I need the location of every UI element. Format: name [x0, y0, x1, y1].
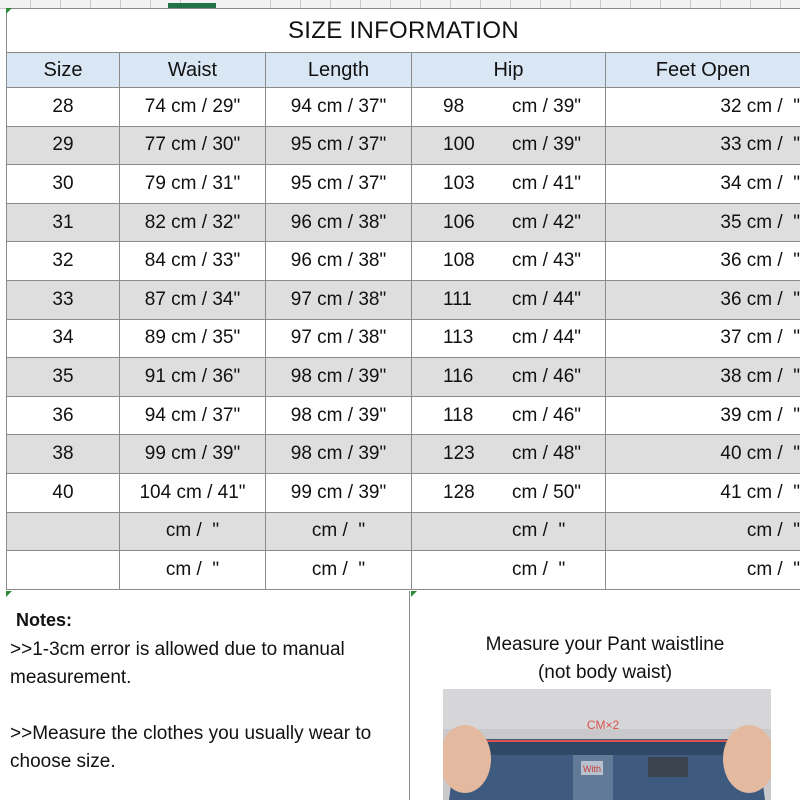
note-line: >>1-3cm error is allowed due to manual	[10, 639, 345, 660]
table-row	[7, 358, 800, 397]
notes-title: Notes:	[16, 610, 73, 630]
size-cell: 40	[7, 473, 120, 512]
hip-unit: cm / 39"	[512, 95, 582, 117]
hip-unit: cm / 46"	[512, 365, 582, 387]
table-row	[7, 512, 800, 551]
hip-cell	[412, 319, 606, 358]
measure-caption-line2: (not body waist)	[537, 662, 673, 683]
waist-cell: 74 cm / 29"	[120, 88, 266, 127]
hip-value: 98	[443, 95, 465, 117]
size-cell: 35	[7, 358, 120, 397]
table-row	[7, 126, 800, 165]
hip-value: 108	[443, 250, 475, 272]
length-cell: 98 cm / 39"	[266, 358, 412, 397]
hip-value: 116	[443, 365, 474, 387]
feet-open-cell: 33 cm / "	[606, 126, 800, 165]
table-row	[7, 88, 800, 127]
garment-label: With	[583, 764, 601, 774]
hip-value: 106	[443, 211, 475, 233]
table-row	[7, 280, 800, 319]
size-cell: 31	[7, 203, 120, 242]
header-row	[7, 53, 800, 88]
note-line: >>Measure the clothes you usually wear to	[10, 723, 372, 744]
hip-unit: cm / 44"	[512, 327, 582, 349]
size-table	[6, 8, 800, 590]
hip-unit: cm / 44"	[512, 288, 582, 310]
hip-unit: cm / 46"	[512, 404, 582, 426]
table-row	[7, 396, 800, 435]
pant-waist-photo	[443, 689, 771, 800]
feet-open-cell: 40 cm / "	[606, 435, 800, 474]
hip-value: 111	[443, 288, 472, 310]
tape-label: CM×2	[586, 718, 620, 732]
feet-open-cell: cm / "	[606, 551, 800, 590]
size-cell: 28	[7, 88, 120, 127]
column-header-waist: Waist	[120, 53, 266, 88]
feet-open-cell: 32 cm / "	[606, 88, 800, 127]
size-chart-sheet	[6, 8, 800, 800]
length-cell: 98 cm / 39"	[266, 435, 412, 474]
table-title: SIZE INFORMATION	[7, 9, 800, 53]
table-row	[7, 319, 800, 358]
hip-cell	[412, 280, 606, 319]
column-header-length: Length	[266, 53, 412, 88]
hip-cell	[412, 358, 606, 397]
length-cell: 94 cm / 37"	[266, 88, 412, 127]
waist-cell: 104 cm / 41"	[120, 473, 266, 512]
size-cell: 36	[7, 396, 120, 435]
hip-unit: cm / 41"	[512, 172, 582, 194]
size-cell: 34	[7, 319, 120, 358]
feet-open-cell: 35 cm / "	[606, 203, 800, 242]
hip-cell	[412, 396, 606, 435]
size-cell: 29	[7, 126, 120, 165]
length-cell: 96 cm / 38"	[266, 242, 412, 281]
size-cell: 32	[7, 242, 120, 281]
column-header-size: Size	[7, 53, 120, 88]
length-cell: 97 cm / 38"	[266, 280, 412, 319]
hip-value: 100	[443, 134, 475, 156]
waist-cell: cm / "	[120, 512, 266, 551]
column-header-hip: Hip	[412, 53, 606, 88]
hip-value: 128	[443, 481, 475, 503]
length-cell: 95 cm / 37"	[266, 165, 412, 204]
hip-value: 103	[443, 172, 475, 194]
waist-cell: 84 cm / 33"	[120, 242, 266, 281]
waist-cell: 77 cm / 30"	[120, 126, 266, 165]
note-line: measurement.	[10, 667, 132, 688]
feet-open-cell: 38 cm / "	[606, 358, 800, 397]
size-cell: 33	[7, 280, 120, 319]
hip-cell	[412, 435, 606, 474]
table-row	[7, 551, 800, 590]
size-cell	[7, 512, 120, 551]
waist-cell: 89 cm / 35"	[120, 319, 266, 358]
measure-caption	[410, 631, 800, 687]
waist-cell: 87 cm / 34"	[120, 280, 266, 319]
table-row	[7, 435, 800, 474]
waist-cell: 94 cm / 37"	[120, 396, 266, 435]
waist-cell: cm / "	[120, 551, 266, 590]
hip-cell	[412, 473, 606, 512]
hip-unit: cm / 48"	[512, 443, 582, 465]
hip-cell	[412, 551, 606, 590]
hip-value: 118	[443, 404, 474, 426]
feet-open-cell: 36 cm / "	[606, 242, 800, 281]
length-cell: 98 cm / 39"	[266, 396, 412, 435]
hip-value: 113	[443, 327, 474, 349]
feet-open-cell: 36 cm / "	[606, 280, 800, 319]
size-cell: 30	[7, 165, 120, 204]
feet-open-cell: 39 cm / "	[606, 396, 800, 435]
hip-cell	[412, 88, 606, 127]
hip-unit: cm / 39"	[512, 134, 582, 156]
hip-cell	[412, 165, 606, 204]
length-cell: cm / "	[266, 551, 412, 590]
column-header-feet-open: Feet Open	[606, 53, 800, 88]
hip-cell	[412, 126, 606, 165]
hip-value: 123	[443, 443, 475, 465]
length-cell: 97 cm / 38"	[266, 319, 412, 358]
waist-cell: 91 cm / 36"	[120, 358, 266, 397]
table-row	[7, 165, 800, 204]
size-cell	[7, 551, 120, 590]
size-cell: 38	[7, 435, 120, 474]
measure-panel	[410, 591, 800, 800]
title-row	[7, 9, 800, 53]
length-cell: 95 cm / 37"	[266, 126, 412, 165]
table-row	[7, 203, 800, 242]
hip-cell	[412, 512, 606, 551]
waist-cell: 82 cm / 32"	[120, 203, 266, 242]
waist-cell: 99 cm / 39"	[120, 435, 266, 474]
hip-unit: cm / "	[512, 520, 566, 542]
cell-comment-marker	[6, 8, 12, 14]
table-row	[7, 242, 800, 281]
notes-panel	[6, 591, 410, 800]
waist-cell: 79 cm / 31"	[120, 165, 266, 204]
hip-unit: cm / 43"	[512, 250, 582, 272]
table-row	[7, 473, 800, 512]
length-cell: 96 cm / 38"	[266, 203, 412, 242]
measure-caption-line1: Measure your Pant waistline	[485, 634, 725, 655]
hip-unit: cm / "	[512, 558, 566, 580]
feet-open-cell: 37 cm / "	[606, 319, 800, 358]
feet-open-cell: 34 cm / "	[606, 165, 800, 204]
feet-open-cell: 41 cm / "	[606, 473, 800, 512]
length-cell: 99 cm / 39"	[266, 473, 412, 512]
hip-cell	[412, 203, 606, 242]
hip-cell	[412, 242, 606, 281]
pant-waist-illustration	[443, 689, 771, 800]
hip-unit: cm / 42"	[512, 211, 582, 233]
hip-unit: cm / 50"	[512, 481, 582, 503]
feet-open-cell: cm / "	[606, 512, 800, 551]
note-line: choose size.	[10, 751, 116, 772]
length-cell: cm / "	[266, 512, 412, 551]
